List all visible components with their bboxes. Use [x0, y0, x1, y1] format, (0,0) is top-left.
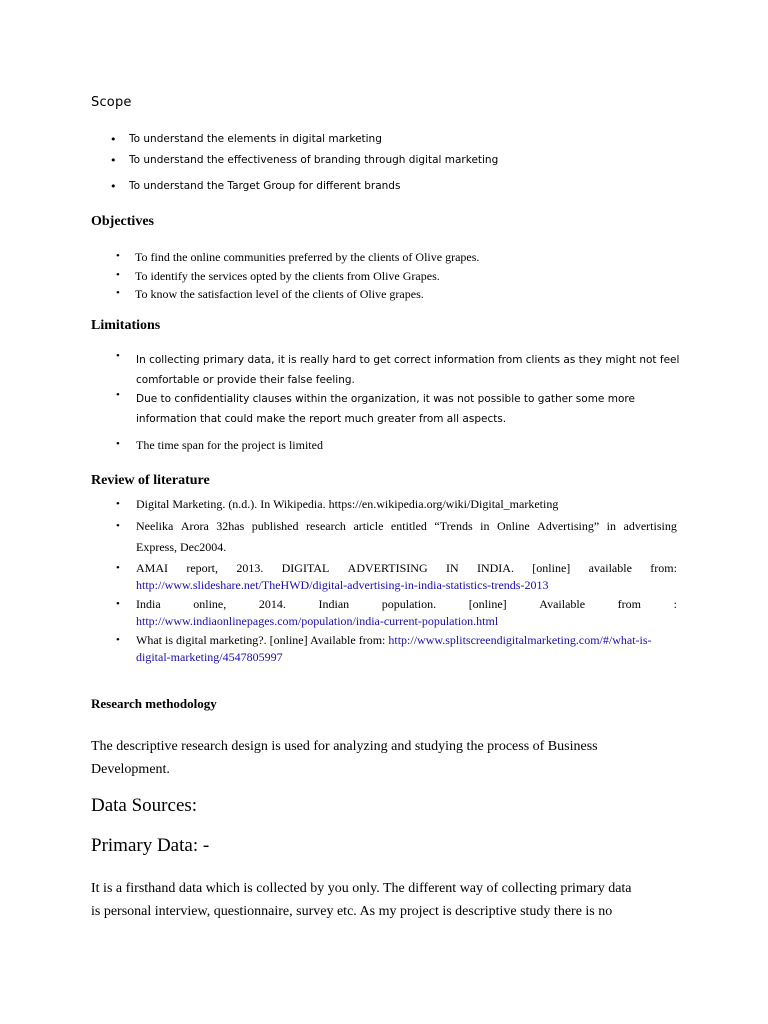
reference-word: report, — [186, 561, 218, 575]
reference-word: online, — [193, 597, 227, 611]
reference-word: INDIA. — [476, 561, 514, 575]
bullet-icon: • — [116, 562, 120, 574]
methodology-heading: Research methodology — [91, 696, 217, 711]
review-list — [116, 494, 686, 669]
reference-word: article — [353, 519, 384, 533]
reference-word: Advertising” — [537, 519, 600, 533]
reference-word: AMAI — [136, 561, 168, 575]
bullet-icon: • — [116, 520, 120, 532]
bullet-icon: • — [116, 250, 120, 262]
reference-word: ADVERTISING — [347, 561, 428, 575]
data-sources-heading: Data Sources: — [91, 795, 198, 816]
bullet-icon: • — [116, 438, 120, 450]
reference-word: IN — [445, 561, 459, 575]
scope-item-text: To understand the elements in digital marketing — [129, 133, 382, 145]
scope-heading: Scope — [91, 95, 132, 110]
objectives-heading: Objectives — [91, 214, 154, 229]
primary-data-paragraph-line: It is a firsthand data which is collected by you only. The different way of collecting primary data — [91, 881, 632, 896]
bullet-icon: • — [116, 634, 120, 646]
limitation-item-text: The time span for the project is limited — [136, 438, 323, 452]
reference-link[interactable]: digital-marketing/4547805997 — [136, 650, 283, 664]
scope-item-text: To understand the Target Group for different brands — [129, 180, 401, 192]
reference-word: research — [305, 519, 346, 533]
reference-word: Arora — [180, 519, 209, 533]
limitation-item-text: Due to confidentiality clauses within the organization, it was not possible to gather some more information that could make the report much greater from all aspects. — [136, 393, 635, 425]
bullet-icon: • — [110, 133, 117, 146]
reference-word: : — [673, 597, 677, 611]
reference-link[interactable]: http://www.splitscreendigitalmarketing.com/#/what-is- — [388, 633, 652, 647]
reference-word: from — [617, 597, 641, 611]
reference-word: available — [588, 561, 632, 575]
reference-link[interactable]: http://www.slideshare.net/TheHWD/digital-advertising-in-india-statistics-trends-2013 — [136, 578, 549, 592]
reference-word: Online — [497, 519, 530, 533]
scope-item-text: To understand the effectiveness of branding through digital marketing — [129, 154, 499, 166]
reference-word: published — [251, 519, 299, 533]
objective-item-text: To find the online communities preferred by the clients of Olive grapes. — [135, 250, 480, 264]
reference-word: DIGITAL — [281, 561, 330, 575]
objective-item-text: To know the satisfaction level of the clients of Olive grapes. — [135, 287, 424, 301]
limitation-item-text: In collecting primary data, it is really hard to get correct information from clients as they might not feel comfortable or provide their false feeling. — [136, 354, 680, 386]
reference-link[interactable]: http://www.indiaonlinepages.com/population/india-current-population.html — [136, 614, 499, 628]
bullet-icon: • — [110, 180, 117, 193]
reference-word: 2013. — [236, 561, 264, 575]
primary-data-heading: Primary Data: - — [91, 835, 210, 856]
reference-word: Indian — [318, 597, 350, 611]
bullet-icon: • — [116, 498, 120, 510]
reference-word: Available — [539, 597, 586, 611]
reference-word: [online] — [532, 561, 571, 575]
scope-list — [110, 133, 710, 203]
bullet-icon: • — [116, 598, 120, 610]
methodology-paragraph-line: The descriptive research design is used for analyzing and studying the process of Business — [91, 739, 598, 754]
reference-word: population. — [381, 597, 437, 611]
bullet-icon: • — [116, 389, 120, 401]
reference-word: Neelika — [136, 519, 174, 533]
reference-word: “Trends — [434, 519, 473, 533]
limitations-heading: Limitations — [91, 318, 161, 333]
bullet-icon: • — [116, 287, 120, 299]
bullet-icon: • — [110, 154, 117, 167]
primary-data-paragraph-line: is personal interview, questionnaire, survey etc. As my project is descriptive study there is no — [91, 904, 613, 919]
reference-text: Express, Dec2004. — [136, 540, 227, 554]
reference-line — [136, 516, 677, 536]
reference-word: India — [136, 597, 161, 611]
reference-word: in — [606, 519, 617, 533]
reference-word: [online] — [468, 597, 507, 611]
methodology-paragraph-line: Development. — [91, 762, 170, 777]
reference-word: entitled — [390, 519, 427, 533]
objectives-list — [116, 250, 716, 306]
bullet-icon: • — [116, 269, 120, 281]
review-heading: Review of literature — [91, 473, 210, 488]
reference-text: What is digital marketing?. [online] Available from: — [136, 633, 389, 647]
reference-word: from: — [650, 561, 677, 575]
reference-word: 32has — [216, 519, 245, 533]
reference-word: in — [480, 519, 490, 533]
reference-word: 2014. — [258, 597, 286, 611]
reference-text: Digital Marketing. (n.d.). In Wikipedia. https://en.wikipedia.org/wiki/Digital_marketing — [136, 497, 559, 511]
objective-item-text: To identify the services opted by the clients from Olive Grapes. — [135, 269, 440, 283]
reference-word: advertising — [623, 519, 677, 533]
bullet-icon: • — [116, 350, 120, 362]
